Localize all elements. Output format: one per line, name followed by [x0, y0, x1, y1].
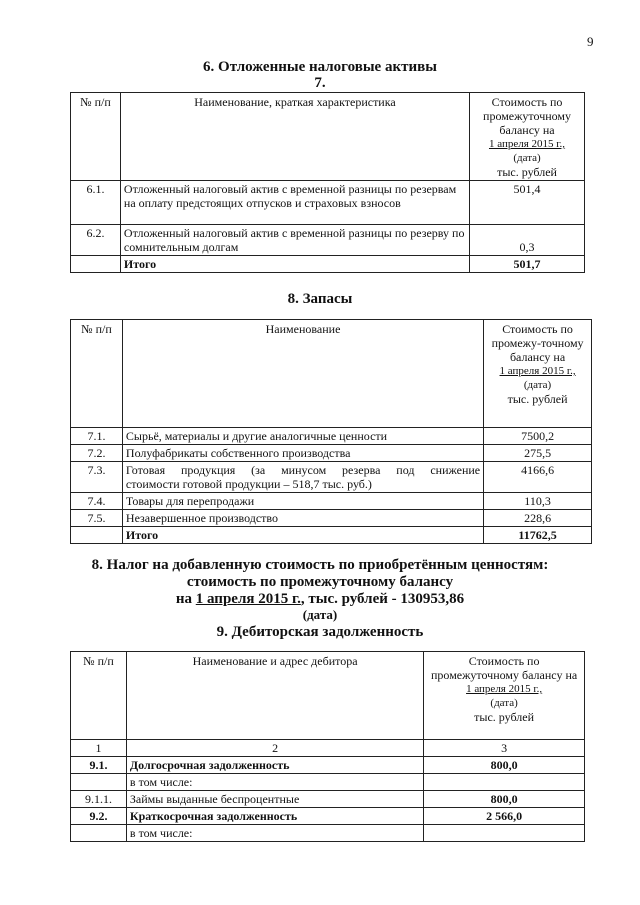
vat-line2: стоимость по промежуточному балансу — [186, 574, 454, 590]
cost-unit: тыс. рублей — [474, 710, 535, 724]
row-value: 4166,6 — [484, 462, 592, 493]
table-row — [71, 445, 592, 462]
col-number: 2 — [126, 740, 423, 757]
table-row — [71, 493, 592, 510]
row-name: Отложенный налоговый актив с временной разницы по резерву по сомнительным долгам — [120, 225, 469, 256]
row-num: 9.1. — [71, 757, 127, 774]
row-num: 7.2. — [71, 445, 123, 462]
row-name: Полуфабрикаты собственного производства — [122, 445, 483, 462]
row-name-line2: стоимости готовой продукции – 518,7 тыс. руб.) — [125, 477, 372, 491]
table-row — [71, 774, 585, 791]
col-number: 1 — [71, 740, 127, 757]
row-num: 9.1.1. — [71, 791, 127, 808]
row-name: Долгосрочная задолженность — [126, 757, 423, 774]
table-row — [71, 462, 592, 493]
section6-title: 6. Отложенные налоговые активы — [203, 59, 437, 75]
total-row — [71, 527, 592, 544]
row-num — [71, 774, 127, 791]
row-name — [122, 462, 483, 493]
row-num: 6.2. — [71, 225, 121, 256]
section9-title: 9. Дебиторская задолженность — [216, 624, 424, 640]
vat-line3-prefix: на — [175, 591, 196, 607]
section6-subtitle: 7. — [314, 75, 326, 91]
cost-date: 1 апреля 2015 г., — [466, 683, 543, 695]
table-row — [71, 791, 585, 808]
cost-date-note: (дата) — [490, 697, 518, 709]
cost-date-note: (дата) — [513, 152, 541, 164]
row-num — [71, 825, 127, 842]
col-num-header: № п/п — [71, 320, 123, 428]
cost-label: Стоимость по промежуточному балансу на — [483, 95, 572, 137]
cost-date: 1 апреля 2015 г., — [488, 138, 566, 150]
total-value: 11762,5 — [484, 527, 592, 544]
col-num-header: № п/п — [71, 93, 121, 181]
table-row — [71, 428, 592, 445]
row-num: 7.4. — [71, 493, 123, 510]
row-value: 800,0 — [424, 757, 585, 774]
col-number: 3 — [424, 740, 585, 757]
row-name: Товары для перепродажи — [122, 493, 483, 510]
col-cost-header — [484, 320, 592, 428]
inventory-table — [70, 319, 592, 544]
row-name-line1: Готовая продукция (за минусом резерва под снижение — [125, 463, 481, 477]
table-row — [71, 510, 592, 527]
total-row — [71, 256, 585, 273]
col-num-header: № п/п — [71, 652, 127, 740]
row-value: 228,6 — [484, 510, 592, 527]
col-name-header: Наименование — [122, 320, 483, 428]
cost-unit: тыс. рублей — [497, 165, 557, 179]
section8-title: 8. Запасы — [287, 291, 353, 307]
cost-date: 1 апреля 2015 г., — [499, 365, 576, 377]
row-name: Краткосрочная задолженность — [126, 808, 423, 825]
cost-date-note: (дата) — [523, 379, 552, 391]
row-value: 110,3 — [484, 493, 592, 510]
row-num: 9.2. — [71, 808, 127, 825]
row-name: Незавершенное производство — [122, 510, 483, 527]
total-value: 501,7 — [470, 256, 585, 273]
receivables-table — [70, 651, 585, 842]
total-label: Итого — [120, 256, 469, 273]
vat-line3-suffix: , тыс. рублей - 130953,86 — [300, 591, 465, 607]
vat-line1: 8. Налог на добавленную стоимость по приобретённым ценностям: — [91, 557, 549, 573]
col-name-header: Наименование, краткая характеристика — [120, 93, 469, 181]
row-name: Займы выданные беспроцентные — [126, 791, 423, 808]
table-row — [71, 225, 585, 256]
row-value: 275,5 — [484, 445, 592, 462]
row-num: 7.1. — [71, 428, 123, 445]
cost-unit: тыс. рублей — [507, 392, 568, 406]
row-num: 7.3. — [71, 462, 123, 493]
row-value: 501,4 — [470, 181, 585, 225]
col-name-header: Наименование и адрес дебитора — [126, 652, 423, 740]
row-value: 800,0 — [424, 791, 585, 808]
page-number: 9 — [587, 34, 594, 49]
row-value: 0,3 — [470, 225, 585, 256]
deferred-tax-assets-table — [70, 92, 585, 273]
row-num: 6.1. — [71, 181, 121, 225]
total-label: Итого — [122, 527, 483, 544]
row-value: 7500,2 — [484, 428, 592, 445]
row-name: Сырьё, материалы и другие аналогичные ценности — [122, 428, 483, 445]
row-value — [424, 825, 585, 842]
vat-date: 1 апреля 2015 г. — [195, 591, 301, 607]
table-row — [71, 181, 585, 225]
row-num: 7.5. — [71, 510, 123, 527]
col-cost-header — [470, 93, 585, 181]
table-row — [71, 808, 585, 825]
row-value: 2 566,0 — [424, 808, 585, 825]
row-value — [424, 774, 585, 791]
row-name: в том числе: — [126, 774, 423, 791]
vat-date-note: (дата) — [302, 607, 338, 622]
row-name: Отложенный налоговый актив с временной разницы по резервам на оплату предстоящих отпусков и страховых взносов — [120, 181, 469, 225]
table-row — [71, 825, 585, 842]
column-number-row — [71, 740, 585, 757]
cost-label: Стоимость по промежуточному балансу на — [431, 654, 578, 682]
cost-label: Стоимость по промежу-точному балансу на — [491, 322, 584, 364]
col-cost-header — [424, 652, 585, 740]
table-row — [71, 757, 585, 774]
row-name: в том числе: — [126, 825, 423, 842]
